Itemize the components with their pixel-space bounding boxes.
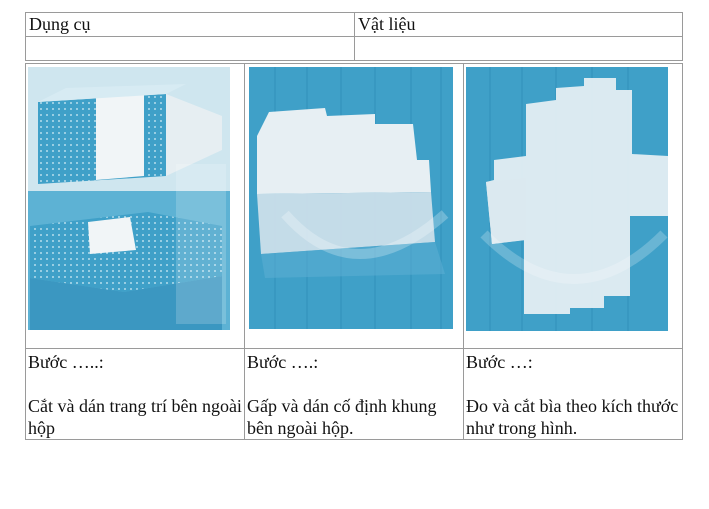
step-2-text-cell: [245, 349, 464, 440]
step-3-label[interactable]: Bước …:: [466, 352, 533, 372]
step-2-description: Gấp và dán cố định khung bên ngoài hộp.: [247, 396, 437, 438]
step-3-text-cell: [464, 349, 683, 440]
step-1-description: Cắt và dán trang trí bên ngoài hộp: [28, 396, 242, 438]
tools-header: Dụng cụ: [26, 13, 355, 37]
materials-value[interactable]: [355, 37, 683, 61]
step-1-text-cell: [26, 349, 245, 440]
step-3-description: Đo và cắt bìa theo kích thước như trong hình.: [466, 396, 679, 438]
step-2-image-cell: [245, 64, 464, 349]
step-1-label[interactable]: Bước …..:: [28, 352, 104, 372]
folded-frame-photo: [245, 64, 463, 348]
steps-table: [25, 63, 683, 440]
decorated-box-photo: [26, 64, 244, 348]
materials-table: [25, 12, 683, 61]
tools-value[interactable]: [26, 37, 355, 61]
step-1-image-cell: [26, 64, 245, 349]
step-2-label[interactable]: Bước ….:: [247, 352, 319, 372]
step-3-image-cell: [464, 64, 683, 349]
materials-header: Vật liệu: [355, 13, 683, 37]
cut-cardboard-photo: [464, 64, 682, 348]
